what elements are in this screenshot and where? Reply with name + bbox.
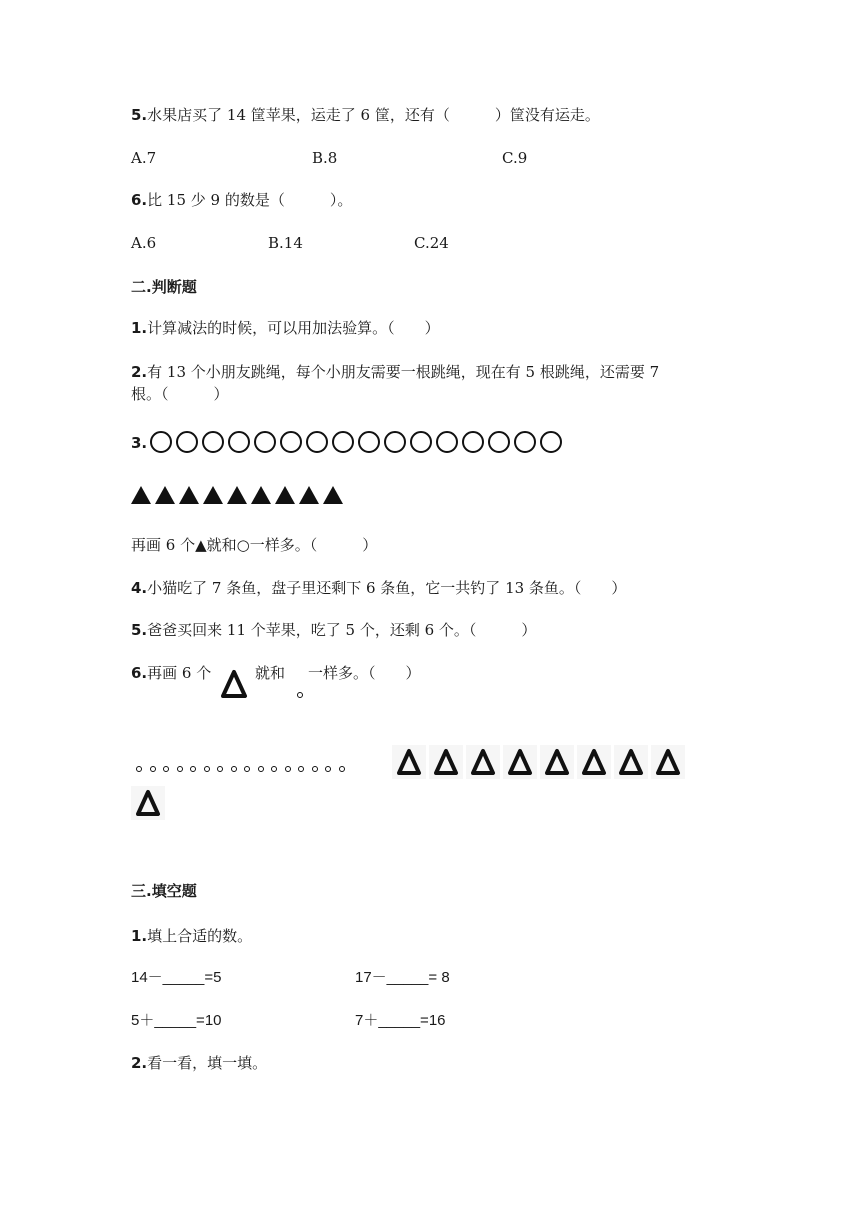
circle-icon — [228, 431, 250, 453]
circle-icon — [410, 431, 432, 453]
outline-triangle-icon — [429, 745, 463, 779]
small-circle-icon — [177, 766, 183, 772]
circle-icon — [358, 431, 380, 453]
question-5 — [131, 104, 600, 126]
circle-row — [150, 431, 562, 453]
outline-triangle-icon — [131, 786, 165, 820]
question-6 — [131, 189, 352, 211]
outline-triangle-icon — [503, 745, 537, 779]
option-c: C.24 — [414, 234, 449, 252]
small-circle-icon — [231, 766, 237, 772]
filled-triangle-icon — [131, 486, 151, 504]
outline-triangle-icon — [220, 668, 248, 700]
question-text: 比 15 少 9 的数是（ ）。 — [147, 191, 353, 209]
judge-question-2-cont: 根。（ ） — [131, 385, 229, 403]
judge-question-5 — [131, 619, 536, 641]
circle-icon — [150, 431, 172, 453]
judge-question-3 — [131, 432, 147, 454]
judge-question-4 — [131, 577, 626, 599]
question-text: 水果店买了 14 筐苹果，运走了 6 筐，还有（ ）筐没有运走。 — [147, 106, 600, 124]
outline-triangle-icon — [614, 745, 648, 779]
filled-triangle-icon — [227, 486, 247, 504]
outline-triangle-row-wrap — [131, 786, 168, 820]
section-heading-fill: 三.填空题 — [131, 882, 197, 900]
small-circle-icon — [325, 766, 331, 772]
circle-icon — [202, 431, 224, 453]
outline-triangle-icon — [577, 745, 611, 779]
fill-question-2 — [131, 1052, 267, 1074]
question-number: 6. — [131, 664, 148, 682]
small-circle-icon — [217, 766, 223, 772]
question-text-b: 就和 — [255, 664, 286, 682]
circle-icon — [462, 431, 484, 453]
circle-icon — [332, 431, 354, 453]
small-circle-icon — [285, 766, 291, 772]
question-text: 小猫吃了 7 条鱼，盘子里还剩下 6 条鱼，它一共钓了 13 条鱼。（ ） — [147, 579, 627, 597]
small-circle-icon — [150, 766, 156, 772]
option-a: A.6 — [131, 234, 157, 252]
question-number: 2. — [131, 1054, 148, 1072]
question-text: 爸爸买回来 11 个苹果，吃了 5 个，还剩 6 个。（ ） — [147, 621, 537, 639]
question-text: 计算减法的时候，可以用加法验算。（ ） — [147, 319, 440, 337]
small-circle-icon — [136, 766, 142, 772]
circle-icon — [488, 431, 510, 453]
small-circle-icon — [204, 766, 210, 772]
equation-2: 17－_____= 8 — [355, 969, 450, 986]
option-c: C.9 — [502, 149, 528, 167]
question-text: 填上合适的数。 — [147, 927, 253, 945]
filled-triangle-icon — [251, 486, 271, 504]
question-number: 3. — [131, 434, 148, 452]
question-number: 5. — [131, 106, 148, 124]
question-text-c: 一样多。（ ） — [308, 664, 421, 682]
option-b: B.14 — [268, 234, 303, 252]
equation-4: 7＋_____=16 — [355, 1012, 446, 1029]
judge-question-1 — [131, 317, 440, 339]
circle-icon — [514, 431, 536, 453]
small-circle-icon — [312, 766, 318, 772]
equation-3: 5＋_____=10 — [131, 1012, 222, 1029]
circle-icon — [540, 431, 562, 453]
option-a: A.7 — [131, 149, 157, 167]
outline-triangle-icon — [540, 745, 574, 779]
triangle-row — [131, 486, 343, 504]
option-b: B.8 — [312, 149, 338, 167]
small-circle-icon — [339, 766, 345, 772]
small-circle-icon — [190, 766, 196, 772]
filled-triangle-icon — [299, 486, 319, 504]
circle-icon — [176, 431, 198, 453]
outline-triangle-row — [392, 745, 688, 779]
question-text-a: 再画 6 个 — [147, 664, 212, 682]
question-number: 5. — [131, 621, 148, 639]
circle-icon — [384, 431, 406, 453]
small-circle-icon — [163, 766, 169, 772]
question-number: 4. — [131, 579, 148, 597]
outline-triangle-icon — [466, 745, 500, 779]
section-heading-judge: 二.判断题 — [131, 278, 197, 296]
question-number: 1. — [131, 319, 148, 337]
equation-1: 14－_____=5 — [131, 969, 222, 986]
small-circle-icon — [298, 766, 304, 772]
small-circle-icon — [271, 766, 277, 772]
outline-triangle-icon — [392, 745, 426, 779]
outline-triangle-icon — [651, 745, 685, 779]
circle-icon — [306, 431, 328, 453]
judge-question-3-text: 再画 6 个▲就和○一样多。（ ） — [131, 536, 378, 554]
filled-triangle-icon — [155, 486, 175, 504]
question-text: 看一看，填一填。 — [147, 1054, 268, 1072]
fill-question-1 — [131, 925, 252, 947]
judge-question-6 — [131, 662, 211, 684]
question-number: 6. — [131, 191, 148, 209]
filled-triangle-icon — [323, 486, 343, 504]
question-text: 有 13 个小朋友跳绳，每个小朋友需要一根跳绳，现在有 5 根跳绳，还需要 7 — [147, 363, 660, 381]
circle-icon — [436, 431, 458, 453]
question-number: 1. — [131, 927, 148, 945]
small-circle-icon — [258, 766, 264, 772]
circle-icon — [280, 431, 302, 453]
question-number: 2. — [131, 363, 148, 381]
filled-triangle-icon — [275, 486, 295, 504]
judge-question-2 — [131, 361, 659, 383]
filled-triangle-icon — [203, 486, 223, 504]
small-circle-row — [136, 766, 345, 772]
filled-triangle-icon — [179, 486, 199, 504]
small-circle-icon — [297, 692, 303, 698]
circle-icon — [254, 431, 276, 453]
small-circle-icon — [244, 766, 250, 772]
